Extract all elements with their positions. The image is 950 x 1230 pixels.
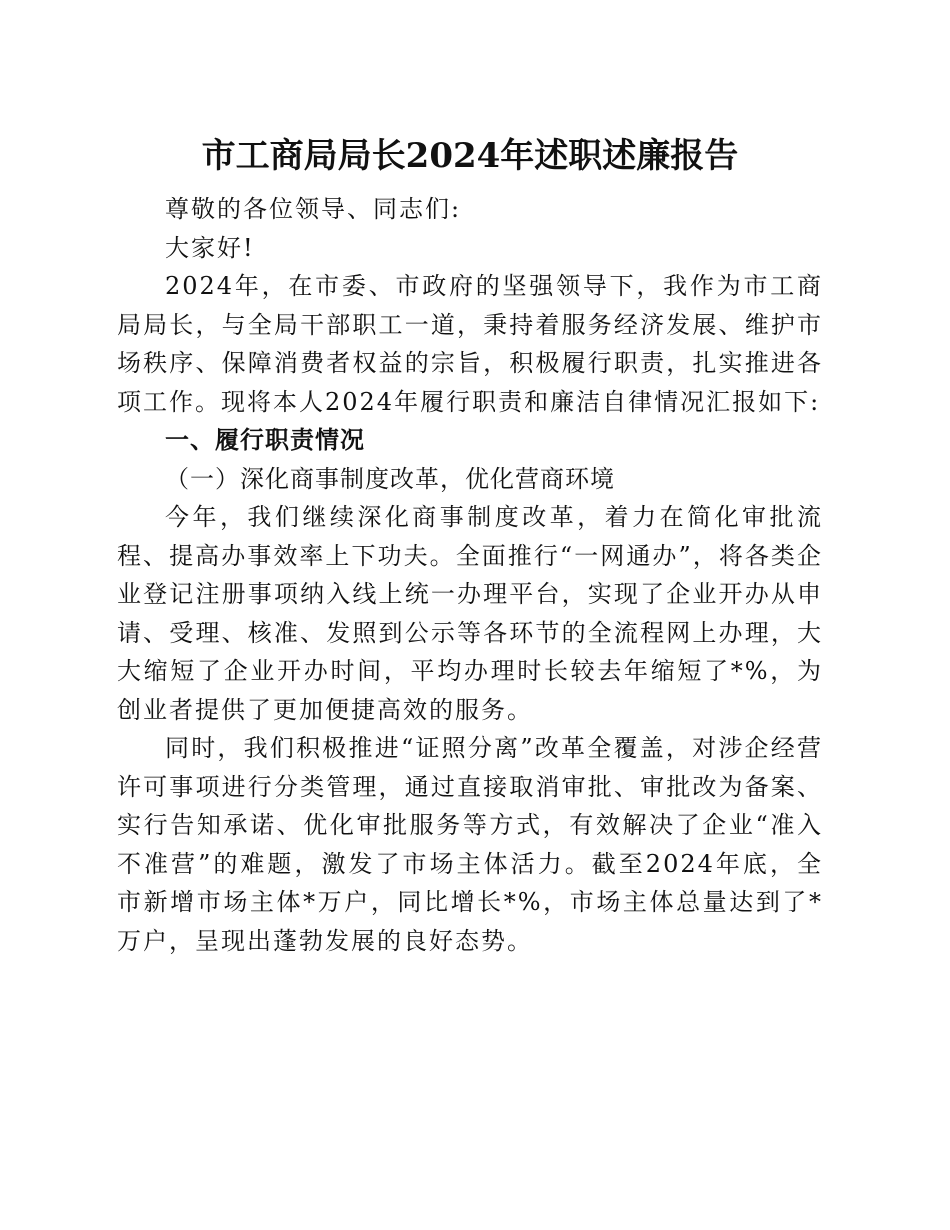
intro-paragraph: 2024年，在市委、市政府的坚强领导下，我作为市工商局局长，与全局干部职工一道，秉持着服务经济发展、维护市场秩序、保障消费者权益的宗旨，积极履行职责，扎实推进各项工作。现将本人2024年履行职责和廉洁自律情况汇报如下: bbox=[117, 272, 823, 416]
document-title: 市工商局局长2024年述职述廉报告 bbox=[201, 136, 739, 176]
greeting: 尊敬的各位领导、同志们: bbox=[165, 195, 462, 223]
body-paragraph-1: 今年，我们继续深化商事制度改革，着力在简化审批流程、提高办事效率上下功夫。全面推行“一网通办”，将各类企业登记注册事项纳入线上统一办理平台，实现了企业开办从申请、受理、核准、发照到公示等各环节的全流程网上办理，大大缩短了企业开办时间，平均办理时长较去年缩短了*%，为创业者提供了更加便捷高效的服务。 bbox=[117, 503, 823, 724]
section-heading: 一、履行职责情况 bbox=[165, 426, 365, 454]
hello-line: 大家好! bbox=[165, 233, 255, 262]
subsection-heading: （一）深化商事制度改革，优化营商环境 bbox=[165, 464, 615, 493]
body-paragraph-2: 同时，我们积极推进“证照分离”改革全覆盖，对涉企经营许可事项进行分类管理，通过直接取消审批、审批改为备案、实行告知承诺、优化审批服务等方式，有效解决了企业“准入不准营”的难题，激发了市场主体活力。截至2024年底，全市新增市场主体*万户，同比增长*%，市场主体总量达到了*万户，呈现出蓬勃发展的良好态势。 bbox=[117, 734, 823, 955]
document-page bbox=[117, 128, 823, 960]
